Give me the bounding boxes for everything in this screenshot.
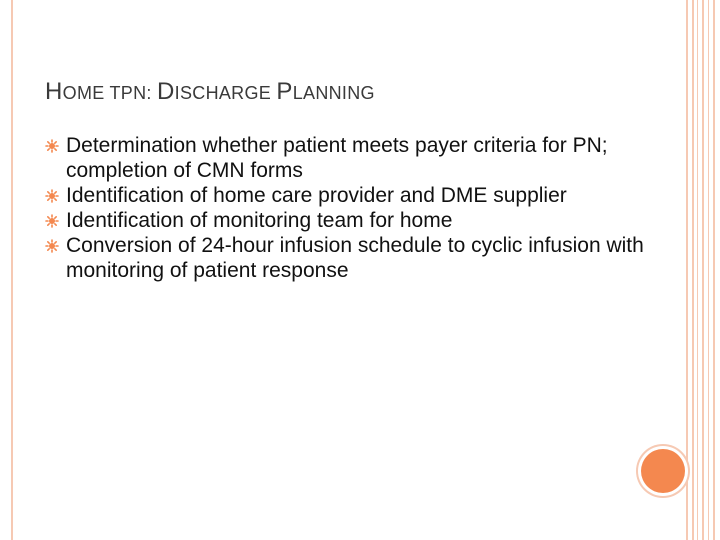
title-part: P xyxy=(276,78,293,105)
bullet-text: Identification of monitoring team for home xyxy=(66,209,453,232)
decorative-circle xyxy=(641,449,685,493)
right-border-line xyxy=(708,0,709,540)
bullet-item xyxy=(45,208,645,233)
right-border-line xyxy=(686,0,688,540)
sun-bullet-icon xyxy=(45,214,59,228)
title-part: D xyxy=(157,78,175,105)
title-part: ISCHARGE xyxy=(174,83,277,103)
right-border-line xyxy=(702,0,704,540)
title-part: LANNING xyxy=(292,83,375,103)
bullet-item xyxy=(45,133,645,183)
right-border-line xyxy=(713,0,715,540)
bullet-text: Conversion of 24-hour infusion schedule to cyclic infusion with monitoring of patient response xyxy=(66,234,644,282)
right-border-line xyxy=(692,0,694,540)
sun-bullet-icon xyxy=(45,139,59,153)
left-border-line xyxy=(11,0,13,540)
bullet-text: Identification of home care provider and DME supplier xyxy=(66,184,567,207)
title-part: OME TPN: xyxy=(62,83,158,103)
bullet-text: Determination whether patient meets payer criteria for PN; completion of CMN forms xyxy=(66,134,608,182)
title-part: H xyxy=(45,78,63,105)
sun-bullet-icon xyxy=(45,239,59,253)
bullet-item xyxy=(45,233,645,283)
right-border-line xyxy=(697,0,698,540)
slide-title xyxy=(45,78,375,106)
sun-bullet-icon xyxy=(45,189,59,203)
bullet-item xyxy=(45,183,645,208)
bullet-list xyxy=(45,133,645,283)
